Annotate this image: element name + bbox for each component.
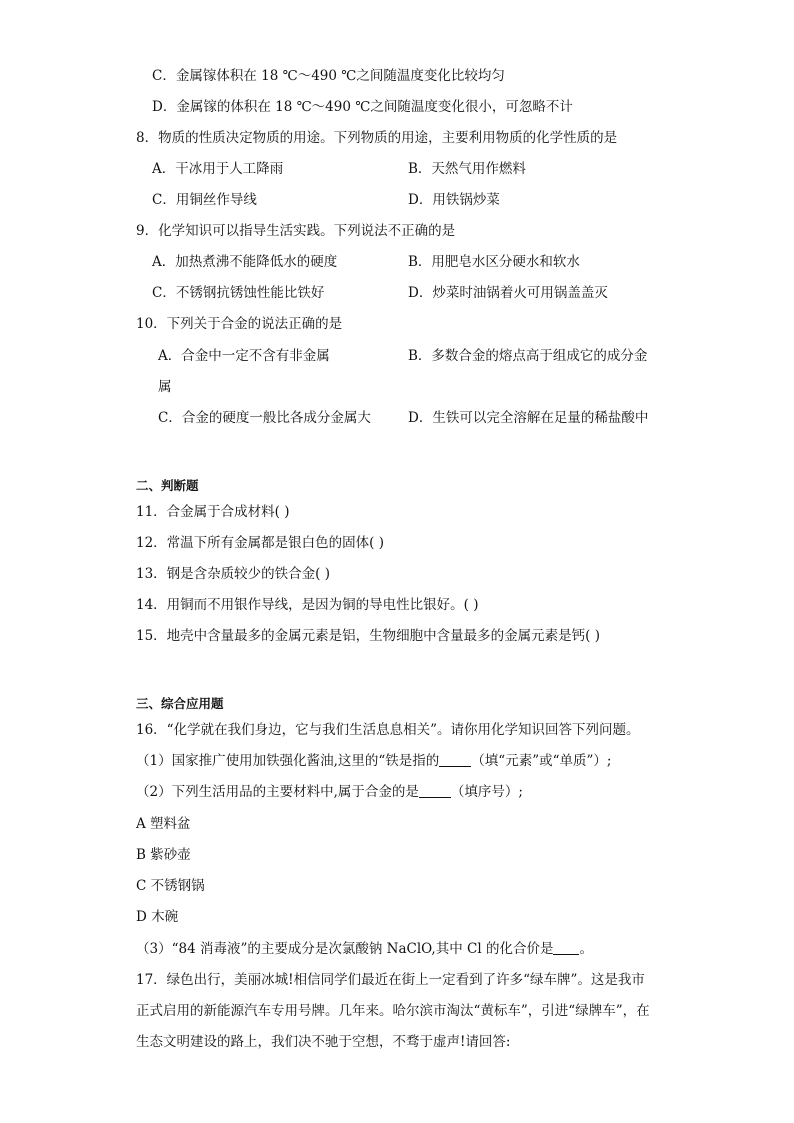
q7-option-c: C．金属镓体积在 18 ℃～490 ℃之间随温度变化比较均匀 [152,68,505,84]
q9-option-a: A．加热煮沸不能降低水的硬度 [152,254,338,270]
q8-option-d: D．用铁锅炒菜 [408,192,500,208]
q9-stem: 9．化学知识可以指导生活实践。下列说法不正确的是 [136,223,456,239]
q16-part2-blank [419,783,451,798]
q16-part2-text: （2）下列生活用品的主要材料中,属于合金的是 [136,784,419,800]
q16-part3-end: 。 [579,941,593,957]
q17-line-3: 生态文明建设的路上，我们决不驰于空想，不骛于虚声!请回答: [136,1034,511,1050]
q10-option-c: C．合金的硬度一般比各成分金属大 [158,410,371,426]
q16-option-b: B 紫砂壶 [136,847,191,863]
q13: 13．钢是含杂质较少的铁合金( ) [136,566,331,582]
q11: 11．合金属于合成材料( ) [136,504,290,520]
q16-part1-blank [439,752,471,767]
q9-option-b: B．用肥皂水区分硬水和软水 [408,254,580,270]
q10-option-b-wrap: 属 [158,379,172,395]
section-2-title: 二、判断题 [136,478,199,493]
q16-option-c: C 不锈钢锅 [136,878,205,894]
q10-option-d: D．生铁可以完全溶解在足量的稀盐酸中 [408,410,649,426]
q16-option-a: A 塑料盆 [136,816,191,832]
q10-option-b: B．多数合金的熔点高于组成它的成分金 [408,348,648,364]
q17-line-2: 正式启用的新能源汽车专用号牌。几年来。哈尔滨市淘汰“黄标车”，引进“绿牌车”，在 [136,1003,650,1019]
q9-option-c: C．不锈钢抗锈蚀性能比铁好 [152,285,325,301]
q10-stem: 10．下列关于合金的说法正确的是 [136,316,343,332]
q8-option-a: A．干冰用于人工降雨 [152,161,284,177]
q7-option-d: D．金属镓的体积在 18 ℃～490 ℃之间随温度变化很小，可忽略不计 [152,99,573,115]
q8-stem: 8．物质的性质决定物质的用途。下列物质的用途，主要利用物质的化学性质的是 [136,130,618,146]
q9-option-d: D．炒菜时油锅着火可用锅盖盖灭 [408,285,608,301]
q17-line-1: 17．绿色出行，美丽冰城!相信同学们最近在街上一定看到了许多“绿车牌”。这是我市 [136,972,645,988]
q14: 14．用铜而不用银作导线，是因为铜的导电性比银好。( ) [136,597,479,613]
q16-part2 [136,782,523,802]
q16-part1-hint: （填“元素”或“单质”）; [471,753,612,769]
q16-part2-hint: （填序号）; [450,784,523,800]
q8-option-c: C．用铜丝作导线 [152,192,257,208]
section-3-title: 三、综合应用题 [136,696,224,711]
q16-part1 [136,751,611,771]
q12: 12．常温下所有金属都是银白色的固体( ) [136,535,385,551]
q10-option-a: A．合金中一定不含有非金属 [158,348,330,364]
q16-part3-text: （3）“84 消毒液”的主要成分是次氯酸钠 NaClO,其中 Cl 的化合价是 [136,941,554,957]
q16-part1-text: （1）国家推广使用加铁强化酱油,这里的“铁是指的 [136,753,440,769]
q16-part3 [136,939,593,959]
q8-option-b: B．天然气用作燃料 [408,161,526,177]
q16-option-d: D 木碗 [136,909,179,925]
q15: 15．地壳中含量最多的金属元素是铝，生物细胞中含量最多的金属元素是钙( ) [136,628,601,644]
q16-part3-blank [553,940,579,955]
q16-stem: 16．“化学就在我们身边，它与我们生活息息相关”。请你用化学知识回答下列问题。 [136,722,640,738]
